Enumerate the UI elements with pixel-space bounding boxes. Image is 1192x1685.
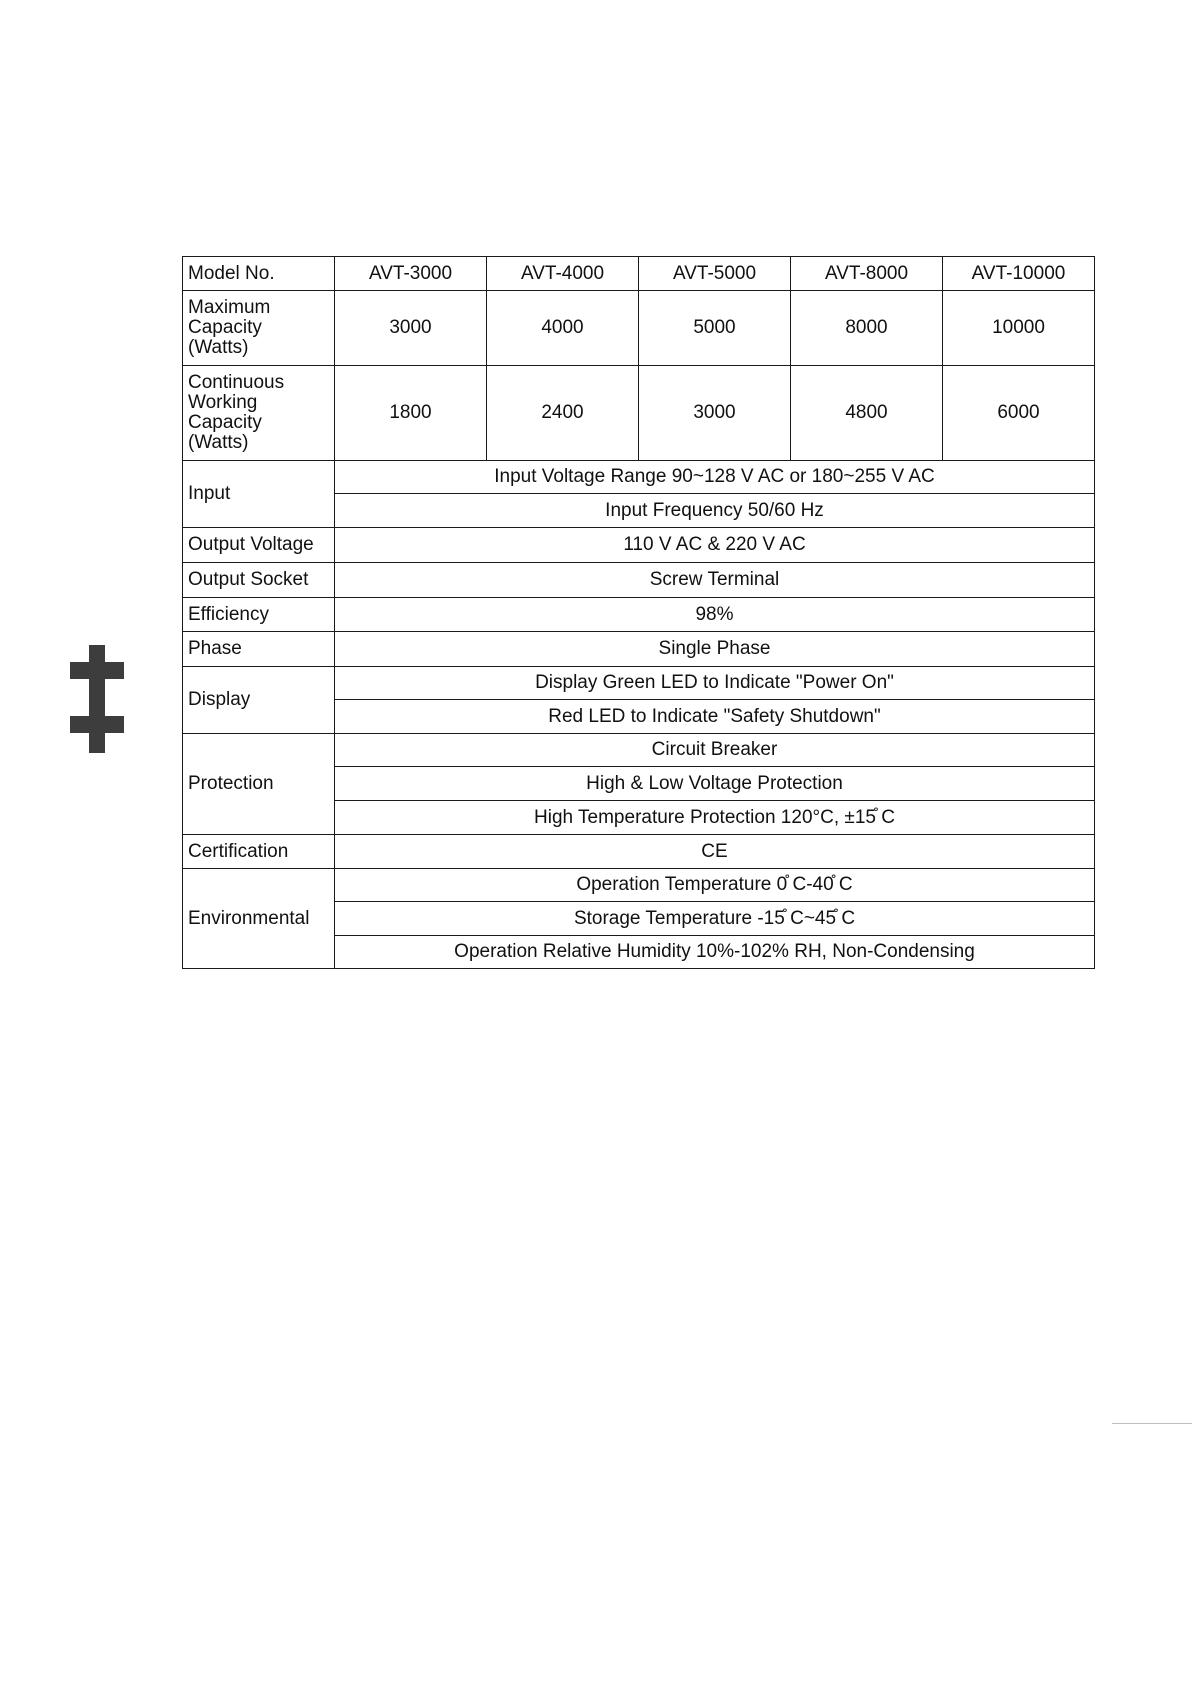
phase-label: Phase <box>183 632 335 667</box>
footer-divider <box>1112 1423 1192 1424</box>
table-row-environmental-operation <box>183 869 1095 902</box>
label-line: Maximum <box>188 297 271 318</box>
max-capacity-cell: 5000 <box>639 291 791 366</box>
phase-value: Single Phase <box>335 632 1095 667</box>
efficiency-label: Efficiency <box>183 598 335 632</box>
output-socket-value: Screw Terminal <box>335 563 1095 598</box>
environmental-storage-temp: Storage Temperature -15̊ C~45̊ C <box>335 902 1095 936</box>
table-row-protection-breaker <box>183 734 1095 767</box>
continuous-capacity-label <box>183 366 335 461</box>
max-capacity-label <box>183 291 335 366</box>
table-row-max-capacity <box>183 291 1095 366</box>
display-label: Display <box>183 667 335 734</box>
certification-label: Certification <box>183 835 335 869</box>
label-line: Continuous <box>188 372 285 393</box>
protection-voltage: High & Low Voltage Protection <box>335 767 1095 801</box>
max-capacity-cell: 3000 <box>335 291 487 366</box>
label-line: Capacity <box>188 412 262 433</box>
specification-table <box>182 256 1095 969</box>
table-row-input-voltage <box>183 461 1095 494</box>
model-cell: AVT-8000 <box>791 257 943 291</box>
input-label: Input <box>183 461 335 528</box>
model-no-label: Model No. <box>183 257 335 291</box>
output-voltage-value: 110 V AC & 220 V AC <box>335 528 1095 563</box>
protection-temperature: High Temperature Protection 120°C, ±15̊ C <box>335 801 1095 835</box>
environmental-label: Environmental <box>183 869 335 969</box>
model-cell: AVT-3000 <box>335 257 487 291</box>
protection-label: Protection <box>183 734 335 835</box>
max-capacity-cell: 10000 <box>943 291 1095 366</box>
table-row-continuous-capacity <box>183 366 1095 461</box>
label-line: Working <box>188 392 258 413</box>
label-line: (Watts) <box>188 432 249 453</box>
table-row-display-green <box>183 667 1095 700</box>
continuous-capacity-cell: 3000 <box>639 366 791 461</box>
table-row-output-voltage <box>183 528 1095 563</box>
display-green-led: Display Green LED to Indicate "Power On" <box>335 667 1095 700</box>
certification-value: CE <box>335 835 1095 869</box>
label-line: (Watts) <box>188 337 249 358</box>
table-row-efficiency <box>183 598 1095 632</box>
continuous-capacity-cell: 6000 <box>943 366 1095 461</box>
model-cell: AVT-4000 <box>487 257 639 291</box>
continuous-capacity-cell: 2400 <box>487 366 639 461</box>
input-frequency: Input Frequency 50/60 Hz <box>335 494 1095 528</box>
plus-icon <box>70 699 124 753</box>
table-row-certification <box>183 835 1095 869</box>
environmental-humidity: Operation Relative Humidity 10%-102% RH, Non-Condensing <box>335 936 1095 969</box>
protection-circuit-breaker: Circuit Breaker <box>335 734 1095 767</box>
model-cell: AVT-5000 <box>639 257 791 291</box>
model-cell: AVT-10000 <box>943 257 1095 291</box>
input-voltage-range: Input Voltage Range 90~128 V AC or 180~255 V AC <box>335 461 1095 494</box>
environmental-operation-temp: Operation Temperature 0̊ C-40̊ C <box>335 869 1095 902</box>
label-line: Capacity <box>188 317 262 338</box>
continuous-capacity-cell: 4800 <box>791 366 943 461</box>
table-row-phase <box>183 632 1095 667</box>
output-socket-label: Output Socket <box>183 563 335 598</box>
max-capacity-cell: 4000 <box>487 291 639 366</box>
table-row-model <box>183 257 1095 291</box>
display-red-led: Red LED to Indicate "Safety Shutdown" <box>335 700 1095 734</box>
output-voltage-label: Output Voltage <box>183 528 335 563</box>
continuous-capacity-cell: 1800 <box>335 366 487 461</box>
table-row-output-socket <box>183 563 1095 598</box>
plus-icon <box>70 645 124 699</box>
efficiency-value: 98% <box>335 598 1095 632</box>
max-capacity-cell: 8000 <box>791 291 943 366</box>
